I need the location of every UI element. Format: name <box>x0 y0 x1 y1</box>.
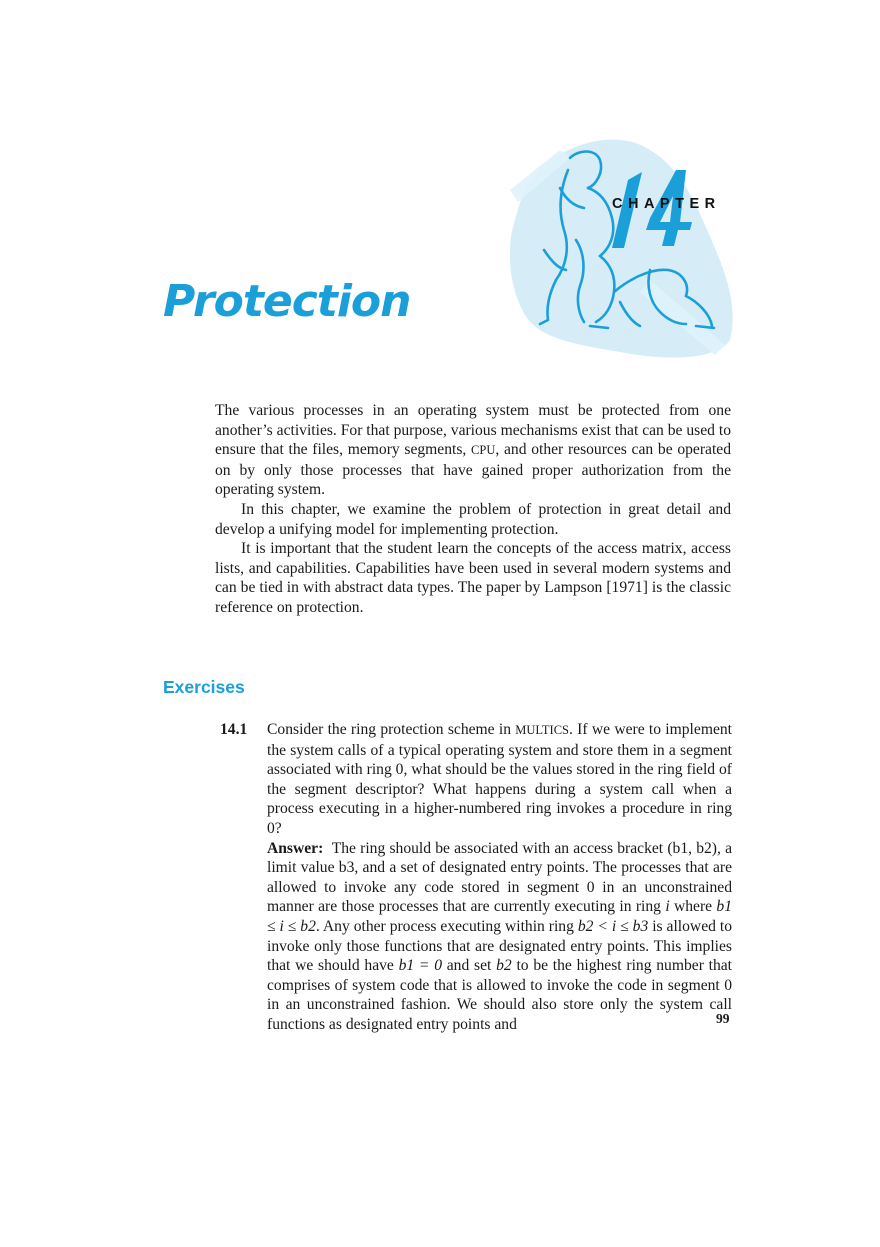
answer-var-i: i <box>665 898 670 916</box>
exercise-body <box>267 720 732 1035</box>
chapter-label: CHAPTER <box>612 196 721 212</box>
exercises-heading: Exercises <box>163 677 245 697</box>
answer-label: Answer: <box>267 839 324 857</box>
intro-paragraph-3: It is important that the student learn the concepts of the access matrix, access lists, and capabilities. Capabilities have been used in several modern systems and can be tied in with abstract data types. The paper by Lampson [1971] is the classic reference on protection. <box>215 540 731 616</box>
question-text-a: Consider the ring protection scheme in <box>267 721 516 738</box>
intro-p1-cpu: CPU <box>471 443 496 458</box>
answer-text-c: . Any other process executing within ring <box>315 917 578 935</box>
exercise-answer <box>267 839 732 1035</box>
answer-text-b: where <box>669 898 717 916</box>
answer-math-2: b2 < i ≤ b3 <box>577 917 649 935</box>
answer-text-f: to be the highest ring number that comprises of system code that is allowed to invoke the code in segment 0 in an unconstrained fashion. We should also store only the system call functions as designated entry points and <box>267 957 733 1033</box>
answer-math-4: b2 <box>496 957 512 975</box>
intro-p1-text-b: , and other resources can be operated on by only those processes that have gained proper authorization from the operating system. <box>215 441 732 499</box>
answer-text-e: and set <box>442 957 497 975</box>
question-text-b: . If we were to implement the system calls of a typical operating system and store them in a segment associated with ring 0, what should be the values stored in the ring field of the segment descriptor? What happens during a system call when a process executing in a higher-numbered ring invokes a procedure in ring 0? <box>267 721 732 837</box>
chapter-illustration <box>500 130 740 362</box>
intro-p1-text-a: The various processes in an operating system must be protected from one another’s activities. For that purpose, various mechanisms exist that can be used to ensure that the files, memory segments, <box>215 402 731 459</box>
answer-math-3: b1 = 0 <box>398 957 443 975</box>
exercise-item <box>220 720 732 1035</box>
answer-math-1: b1 ≤ i ≤ b2 <box>267 898 732 935</box>
chapter-introduction <box>215 401 731 618</box>
page-number: 99 <box>716 1011 730 1026</box>
chapter-title: Protection <box>163 276 411 327</box>
intro-paragraph-2: In this chapter, we examine the problem of protection in great detail and develop a unifying model for implementing protection. <box>215 500 731 538</box>
exercise-question <box>267 720 732 839</box>
intro-paragraph-1 <box>215 401 731 500</box>
question-multics: MULTICS <box>515 723 569 737</box>
exercise-number: 14.1 <box>220 721 248 738</box>
answer-text-a: The ring should be associated with an access bracket (b1, b2), a limit value b3, and a set of designated entry points. The processes that are allowed to invoke any code stored in segment 0 in an unconstrained manner are those processes that are currently executing in ring <box>267 839 732 916</box>
answer-text-d: is allowed to invoke only those functions that are designated entry points. This implies that we should have <box>267 917 732 975</box>
